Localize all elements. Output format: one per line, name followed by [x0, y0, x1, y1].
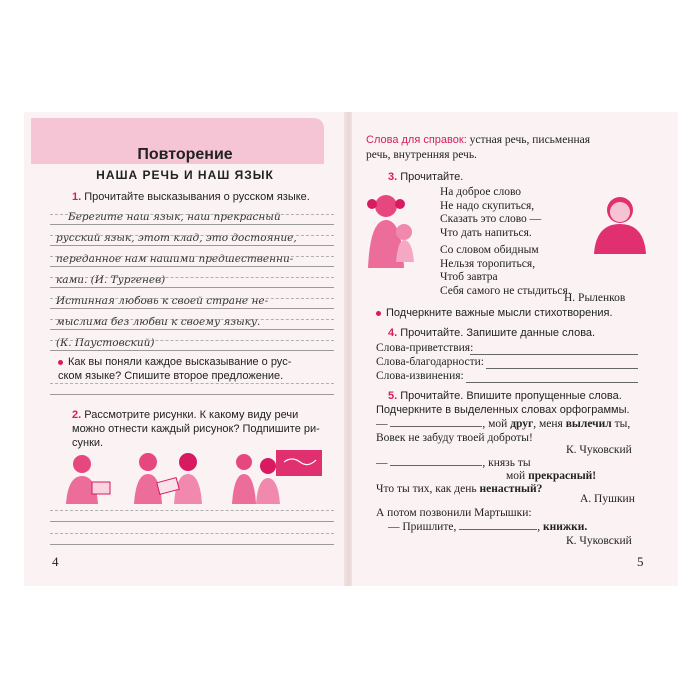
handwritten-line-1: Берегите наш язык, наш прекрасный	[68, 211, 281, 223]
left-page-number: 4	[52, 554, 59, 569]
poem-line-3: Сказать это слово —	[440, 213, 542, 225]
poem-line-4: Что дать напиться.	[440, 226, 532, 239]
handwritten-line-4: ками. (И. Тургенев)	[56, 274, 166, 286]
task1-question: Как вы поняли каждое высказывание о рус- ском языке? Спишите второе предложение.	[58, 356, 292, 382]
poem-author: Н. Рыленков	[564, 292, 626, 304]
task5-example-2-line2: мой прекрасный!	[506, 470, 597, 482]
child-at-blackboard-illustration	[226, 448, 326, 504]
task2-number: 2.	[72, 409, 82, 421]
poem-line-6: Нельзя торопиться,	[440, 257, 536, 270]
task5-heading: 5. Прочитайте. Впишите пропущенные слова. Подчеркните в выделенных словах орфограммы.	[376, 390, 630, 416]
poem-line-5: Со словом обидным	[440, 244, 539, 256]
task1-heading	[72, 190, 342, 204]
handwritten-line-7: (К. Паустовский)	[56, 337, 155, 349]
task5-example-2-line3: Что ты тих, как день ненастный?	[376, 483, 543, 495]
task4-row-apologies: Слова-извинения:	[376, 370, 464, 382]
task3-instruction: Подчеркните важные мысли стихотворения.	[376, 306, 613, 320]
poem-line-8: Себя самого не стыдиться.	[440, 284, 571, 297]
task4-row-thanks: Слова-благодарности:	[376, 356, 485, 368]
speaking-child-illustration	[56, 452, 116, 504]
poem-line-2: Не надо скупиться,	[440, 199, 535, 212]
right-page-number: 5	[637, 554, 644, 569]
poem-line-7: Чтоб завтра	[440, 271, 498, 283]
boy-illustration	[586, 192, 650, 254]
task1-text: Прочитайте высказывания о русском языке.	[84, 191, 310, 203]
task3-heading: 3. Прочитайте.	[388, 171, 464, 183]
task5-author-3: К. Чуковский	[566, 535, 632, 547]
task5-example-2: — , князь ты	[376, 457, 531, 469]
task5-example-3-line1: А потом позвонили Мартышки:	[376, 507, 532, 519]
handwritten-line-6: мыслима без любви к своему языку.	[56, 316, 261, 328]
handwritten-line-2: русский язык, этот клад, это достояние,	[56, 232, 297, 244]
poem	[440, 186, 571, 298]
girl-with-doll-illustration	[362, 190, 424, 268]
bullet-icon	[376, 311, 381, 316]
reference-words: Слова для справок: устная речь, письменная речь, внутренняя речь.	[366, 134, 591, 161]
task5-author-1: К. Чуковский	[566, 444, 632, 456]
task5-example-3-line2: — Пришлите, , книжки.	[388, 521, 588, 533]
task1-number: 1.	[72, 191, 82, 203]
left-page	[24, 112, 346, 586]
task4-row-greetings: Слова-приветствия:	[376, 342, 474, 354]
poem-line-1: На доброе слово	[440, 186, 522, 198]
section-subtitle: НАША РЕЧЬ И НАШ ЯЗЫК	[96, 168, 274, 182]
handwritten-line-3: переданное нам нашими предшественни-	[56, 253, 294, 265]
handwritten-line-5: Истинная любовь к своей стране не-	[56, 295, 269, 307]
bullet-icon	[58, 360, 63, 365]
two-children-talking-illustration	[128, 450, 210, 504]
page-title: Повторение	[137, 146, 233, 163]
task2-heading: 2. Рассмотрите рисунки. К какому виду речи можно отнести каждый рисунок? Подпишите ри- сунки.	[72, 409, 320, 449]
task4-heading: 4. Прочитайте. Запишите данные слова.	[388, 327, 596, 339]
task5-example-1: — , мой друг, меня вылечил ты, Вовек не забуду твоей доброты!	[376, 418, 631, 444]
task5-author-2: А. Пушкин	[580, 493, 635, 505]
